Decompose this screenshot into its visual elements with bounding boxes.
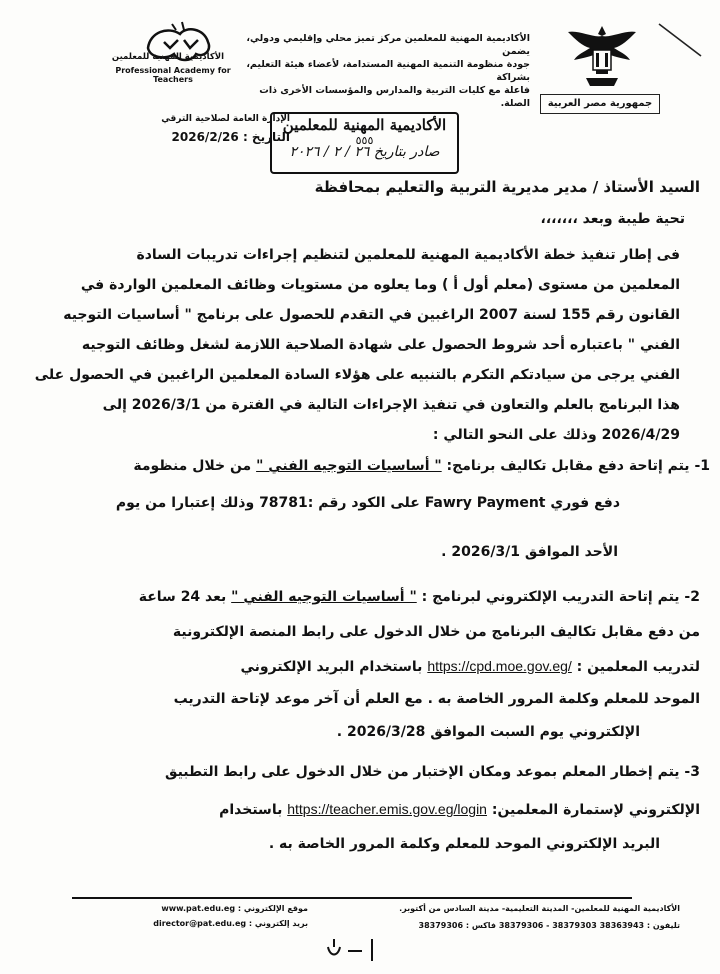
paragraph-line: الفني يرجى من سيادتكم التكرم بالتنبيه على هؤلاء السادة المعلمين الراغبين في الحصول على: [34, 367, 680, 383]
item-2-suffix: بعد 24 ساعة: [138, 589, 232, 605]
item-2-line: [40, 657, 700, 676]
item-1-line: الأحد الموافق 2026/3/1 .: [441, 544, 618, 560]
stamp-title: الأكاديمية المهنية للمعلمين: [282, 116, 447, 134]
academy-description-line: فاعلة مع كليات التربية والمدارس والمؤسسات الأخرى ذات الصلة.: [259, 85, 530, 109]
item-2-line: الموحد للمعلم وكلمة المرور الخاصة به . مع العلم أن آخر موعد لإتاحة التدريب: [173, 691, 700, 707]
item-2-url-pre: لتدريب المعلمين :: [571, 659, 700, 675]
logo-english-text: Professional Academy for Teachers: [115, 66, 231, 84]
item-3-line: [40, 800, 700, 819]
paragraph-line: هذا البرنامج بالعلم والتعاون في تنفيذ الإجراءات التالية في الفترة من 2026/3/1 إلى: [102, 397, 680, 413]
item-1-line: [90, 457, 710, 475]
paragraph-line: فى إطار تنفيذ خطة الأكاديمية المهنية للمعلمين لتنظيم إجراءات تدريبات السادة: [136, 247, 680, 263]
teacher-portal-link[interactable]: https://teacher.emis.gov.eg/login: [287, 801, 487, 817]
department-name: الإدارة العامة لصلاحية الترقي: [161, 114, 290, 124]
item-3-url-pre: الإلكتروني لإستمارة المعلمين:: [486, 802, 700, 818]
item-3-line: 3- يتم إخطار المعلم بموعد ومكان الإختبار من خلال الدخول على رابط التطبيق: [164, 764, 700, 780]
payment-service-name: Fawry Payment: [424, 495, 546, 511]
greeting: تحية طيبة وبعد ،،،،،،،: [540, 211, 685, 227]
date-label: التاريخ :: [242, 130, 290, 144]
paragraph-line: 2026/4/29 وذلك على النحو التالي :: [432, 427, 680, 443]
stamp-number: ٥٥٥: [355, 134, 374, 147]
paragraph-line: القانون رقم 155 لسنة 2007 الراغبين في التقدم للحصول على برنامج " أساسيات التوجيه: [63, 307, 680, 323]
footer-email-line: [118, 919, 308, 928]
item-3-line: البريد الإلكتروني الموحد للمعلم وكلمة المرور الخاصة به .: [268, 836, 660, 852]
website-label: موقع الإلكتروني :: [235, 904, 308, 913]
item-1-payment-pre: دفع فوري: [545, 495, 620, 511]
academy-description-line: الأكاديمية المهنية للمعلمين مركز تميز محلي وإقليمي ودولي، يضمن: [246, 33, 530, 57]
item-2-line: الإلكتروني يوم السبت الموافق 2026/3/28 .: [336, 724, 640, 740]
item-2-line: [40, 588, 700, 606]
item-2-line: من دفع مقابل تكاليف البرنامج من خلال الدخول على رابط المنصة الإلكترونية: [172, 624, 700, 640]
handwritten-page-number: [320, 935, 390, 965]
footer-phones: تليفون : 38363943 38379303 - 38379306 فاكس : 38379306: [418, 921, 680, 930]
eagle-emblem-icon: [562, 20, 642, 92]
academy-description-line: جودة منظومة التنمية المهنية المستدامة، لأعضاء هيئة التعليم، بشراكة: [246, 59, 530, 83]
logo-arabic-text: الأكاديمية المهنية للمعلمين: [111, 52, 225, 62]
website-link[interactable]: www.pat.edu.eg: [161, 904, 236, 913]
salutation: السيد الأستاذ / مدير مديرية التربية والتعليم بمحافظة: [314, 178, 700, 196]
cpd-platform-link[interactable]: https://cpd.moe.gov.eg/: [427, 658, 572, 674]
date-line: [100, 130, 290, 144]
item-2-url-post: باستخدام البريد الإلكتروني: [240, 659, 428, 675]
item-1-program-name: " أساسيات التوجيه الفني ": [256, 458, 442, 474]
footer-address: الأكاديمية المهنية للمعلمين- المدينة التعليمية- مدينة السادس من أكتوبر.: [399, 904, 680, 913]
date-value: 2026/2/26: [171, 130, 239, 144]
item-1-line: [90, 494, 620, 512]
stamp-issued-date: صادر بتاريخ ٢٦ / ٢ / ٢٠٢٦: [289, 144, 440, 160]
item-3-url-post: باستخدام: [219, 802, 288, 818]
item-1-suffix: من خلال منظومة: [133, 458, 257, 474]
handwritten-stroke: [655, 20, 705, 60]
footer-divider: [72, 897, 632, 899]
issue-stamp: [270, 112, 459, 174]
footer-website-line: [118, 904, 308, 913]
email-link[interactable]: director@pat.edu.eg: [153, 919, 247, 928]
country-label: جمهورية مصر العربية: [540, 94, 660, 114]
paragraph-line: المعلمين من مستوى (معلم أول أ ) وما يعلوه من مستويات وظائف المعلمين الواردة في: [80, 277, 680, 293]
item-2-prefix: 2- يتم إتاحة التدريب الإلكتروني لبرنامج :: [416, 589, 700, 605]
item-2-program-name: " أساسيات التوجيه الفني ": [231, 589, 417, 605]
item-1-prefix: 1- يتم إتاحة دفع مقابل تكاليف برنامج:: [441, 458, 710, 474]
item-1-payment-post: على الكود رقم :78781 وذلك إعتبارا من يوم: [115, 495, 425, 511]
email-label: بريد إلكتروني :: [246, 919, 308, 928]
academy-description: [240, 32, 530, 110]
paragraph-line: الفني " باعتباره أحد شروط الحصول على شهادة الصلاحية اللازمة لشغل وظائف التوجيه: [81, 337, 680, 353]
